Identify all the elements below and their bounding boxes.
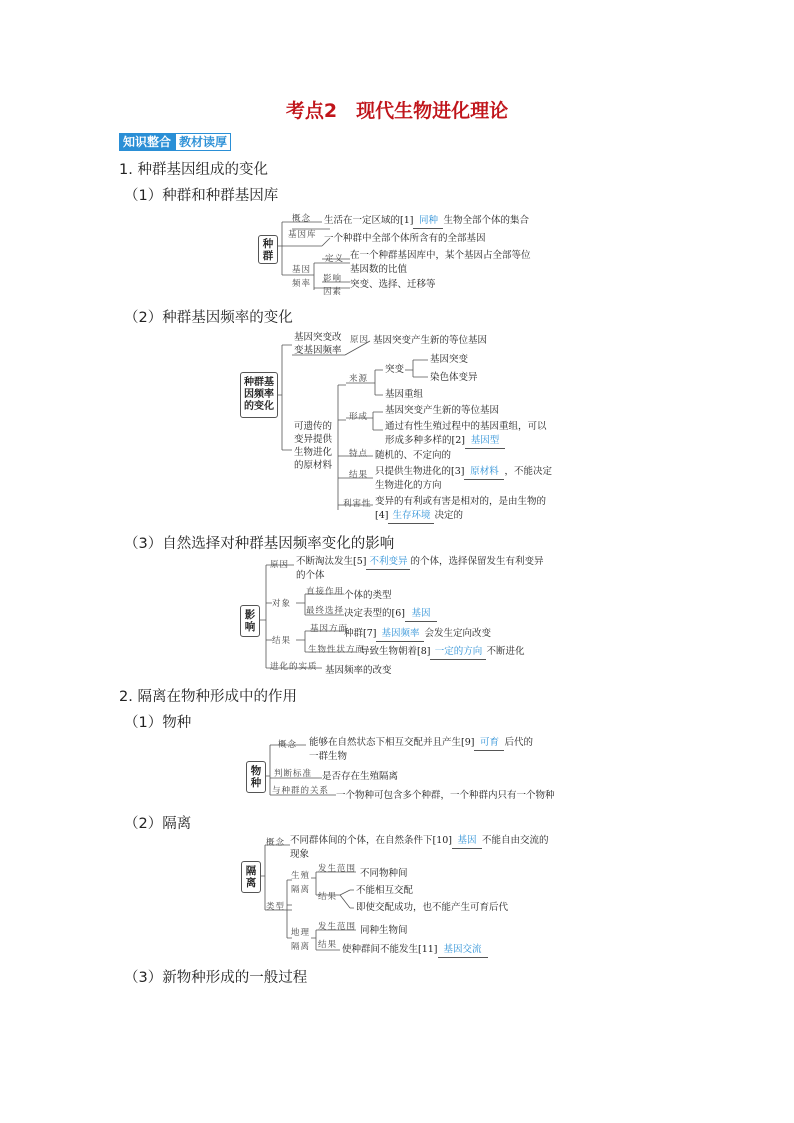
- answer-1: 同种: [413, 214, 443, 229]
- heading-1-1: （1）种群和种群基因库: [124, 188, 279, 204]
- heading-1: 1. 种群基因组成的变化: [119, 162, 268, 178]
- label-gene-aspect: 基因方面: [310, 624, 349, 634]
- text-advantage-1: 变异的有利或有害是相对的，是由生物的: [375, 496, 547, 507]
- text-chromosome: 染色体变异: [430, 372, 478, 383]
- label-criterion: 判断标准: [274, 769, 313, 779]
- text-definition-1: 在一个种群基因库中，某个基因占全部等位: [350, 250, 531, 261]
- label-result-2: 结果: [318, 940, 338, 950]
- answer-10: 基因: [452, 834, 482, 849]
- label-gene-pool: 基因库: [288, 230, 317, 240]
- text-result-2: 生物进化的方向: [375, 480, 442, 491]
- label-concept: 概念: [266, 838, 286, 848]
- text-advantage-2: [4] 生存环境 决定的: [375, 509, 463, 524]
- label-result: 结果: [349, 470, 369, 480]
- answer-9: 可育: [474, 736, 504, 751]
- text-essence: 基因频率的改变: [325, 665, 392, 676]
- label-range-2: 发生范围: [318, 922, 357, 932]
- text-isolation-concept-2: 现象: [290, 849, 310, 860]
- answer-8: 一定的方向: [430, 645, 486, 660]
- label-definition: 定义: [325, 254, 345, 264]
- text-criterion: 是否存在生殖隔离: [322, 771, 399, 782]
- text-range-1: 不同物种间: [360, 868, 408, 879]
- text-direct: 个体的类型: [344, 590, 392, 601]
- label-trait-aspect: 生物性状方面: [308, 645, 366, 655]
- label-result-1: 结果: [318, 892, 338, 902]
- text-gene-mutation: 基因突变: [430, 354, 469, 365]
- node-raw-material: 可遗传的变异提供生物进化的原材料: [294, 421, 333, 471]
- text-feature: 随机的、不定向的: [375, 450, 452, 461]
- text-recombination: 基因重组: [385, 389, 424, 400]
- text-trait-aspect: 导致生物朝着[8] 一定的方向 不断进化: [360, 645, 524, 660]
- answer-4: 生存环境: [388, 509, 434, 524]
- page-title: 考点2 现代生物进化理论: [285, 100, 509, 122]
- text-species-concept-1: 能够在自然状态下相互交配并且产生[9] 可育 后代的: [309, 736, 533, 751]
- label-final: 最终选择: [306, 606, 345, 616]
- text-population-concept: 生活在一定区域的[1] 同种 生物全部个体的集合: [324, 214, 529, 229]
- heading-2: 2. 隔离在物种形成中的作用: [119, 689, 297, 705]
- label-range-1: 发生范围: [318, 864, 357, 874]
- label-concept: 概念: [292, 214, 312, 224]
- text-result-1a: 不能相互交配: [356, 885, 414, 896]
- label-concept: 概念: [278, 740, 298, 750]
- text-mutation: 突变: [385, 364, 405, 375]
- node-mutation-change: 基因突变改变基因频率: [294, 332, 342, 356]
- label-factors: 影响因素: [323, 274, 343, 297]
- heading-2-3: （3）新物种形成的一般过程: [124, 970, 308, 986]
- heading-1-3: （3）自然选择对种群基因频率变化的影响: [124, 536, 395, 552]
- answer-11: 基因交流: [438, 943, 488, 958]
- text-final: 决定表型的[6] 基因: [344, 607, 437, 622]
- heading-2-1: （1）物种: [124, 715, 192, 731]
- label-advantage: 利害性: [343, 499, 372, 509]
- label-essence: 进化的实质: [270, 662, 318, 672]
- heading-2-2: （2）隔离: [124, 816, 192, 832]
- label-feature: 特点: [349, 449, 369, 459]
- text-factors: 突变、选择、迁移等: [350, 279, 436, 290]
- text-formation-1: 基因突变产生新的等位基因: [385, 405, 500, 416]
- tag-textbook: 教材读厚: [175, 133, 231, 151]
- answer-7: 基因频率: [376, 627, 424, 642]
- answer-3: 原材料: [464, 465, 504, 480]
- label-type: 类型: [266, 902, 286, 912]
- label-relation: 与种群的关系: [272, 786, 330, 796]
- label-reproductive: 生殖隔离: [291, 871, 311, 895]
- heading-1-2: （2）种群基因频率的变化: [124, 310, 293, 326]
- text-gene-pool: 一个种群中全部个体所含有的全部基因: [324, 233, 486, 244]
- text-cause: 基因突变产生新的等位基因: [373, 335, 488, 346]
- text-relation: 一个物种可包含多个种群，一个种群内只有一个物种: [336, 790, 555, 801]
- label-formation: 形成: [349, 412, 369, 422]
- answer-5: 不利变异: [366, 555, 410, 570]
- node-influence: 影响: [240, 605, 260, 637]
- text-range-2: 同种生物间: [360, 925, 408, 936]
- text-definition-2: 基因数的比值: [350, 264, 408, 275]
- label-gene-frequency: 基因频率: [292, 265, 312, 289]
- answer-6: 基因: [405, 607, 437, 622]
- node-species: 物种: [246, 761, 266, 793]
- text-species-concept-2: 一群生物: [309, 751, 348, 762]
- text-formation-3: 形成多种多样的[2] 基因型: [385, 434, 505, 449]
- node-isolation: 隔离: [241, 861, 261, 893]
- text-result-1b: 即使交配成功，也不能产生可育后代: [356, 902, 509, 913]
- label-cause: 原因: [350, 335, 370, 345]
- text-cause-2: 的个体: [296, 570, 325, 581]
- text-isolation-concept-1: 不同群体间的个体，在自然条件下[10] 基因 不能自由交流的: [290, 834, 549, 849]
- label-cause: 原因: [270, 560, 290, 570]
- text-formation-2: 通过有性生殖过程中的基因重组，可以: [385, 421, 547, 432]
- label-geographic: 地理隔离: [291, 928, 311, 952]
- tag-knowledge: 知识整合: [119, 133, 175, 151]
- label-direct: 直接作用: [306, 587, 345, 597]
- text-gene-aspect: 种群[7] 基因频率 会发生定向改变: [344, 627, 491, 642]
- label-source: 来源: [349, 374, 369, 384]
- text-result-2: 使种群间不能发生[11] 基因交流: [342, 943, 488, 958]
- label-object: 对象: [272, 599, 292, 609]
- text-result-1: 只提供生物进化的[3] 原材料 ，不能决定: [375, 465, 552, 480]
- node-population: 种群: [258, 235, 278, 264]
- node-frequency-change: 种群基因频率的变化: [240, 372, 278, 418]
- answer-2: 基因型: [465, 434, 505, 449]
- label-result: 结果: [272, 636, 292, 646]
- text-cause-1: 不断淘汰发生[5] 不利变异 的个体，选择保留发生有利变异: [296, 555, 543, 570]
